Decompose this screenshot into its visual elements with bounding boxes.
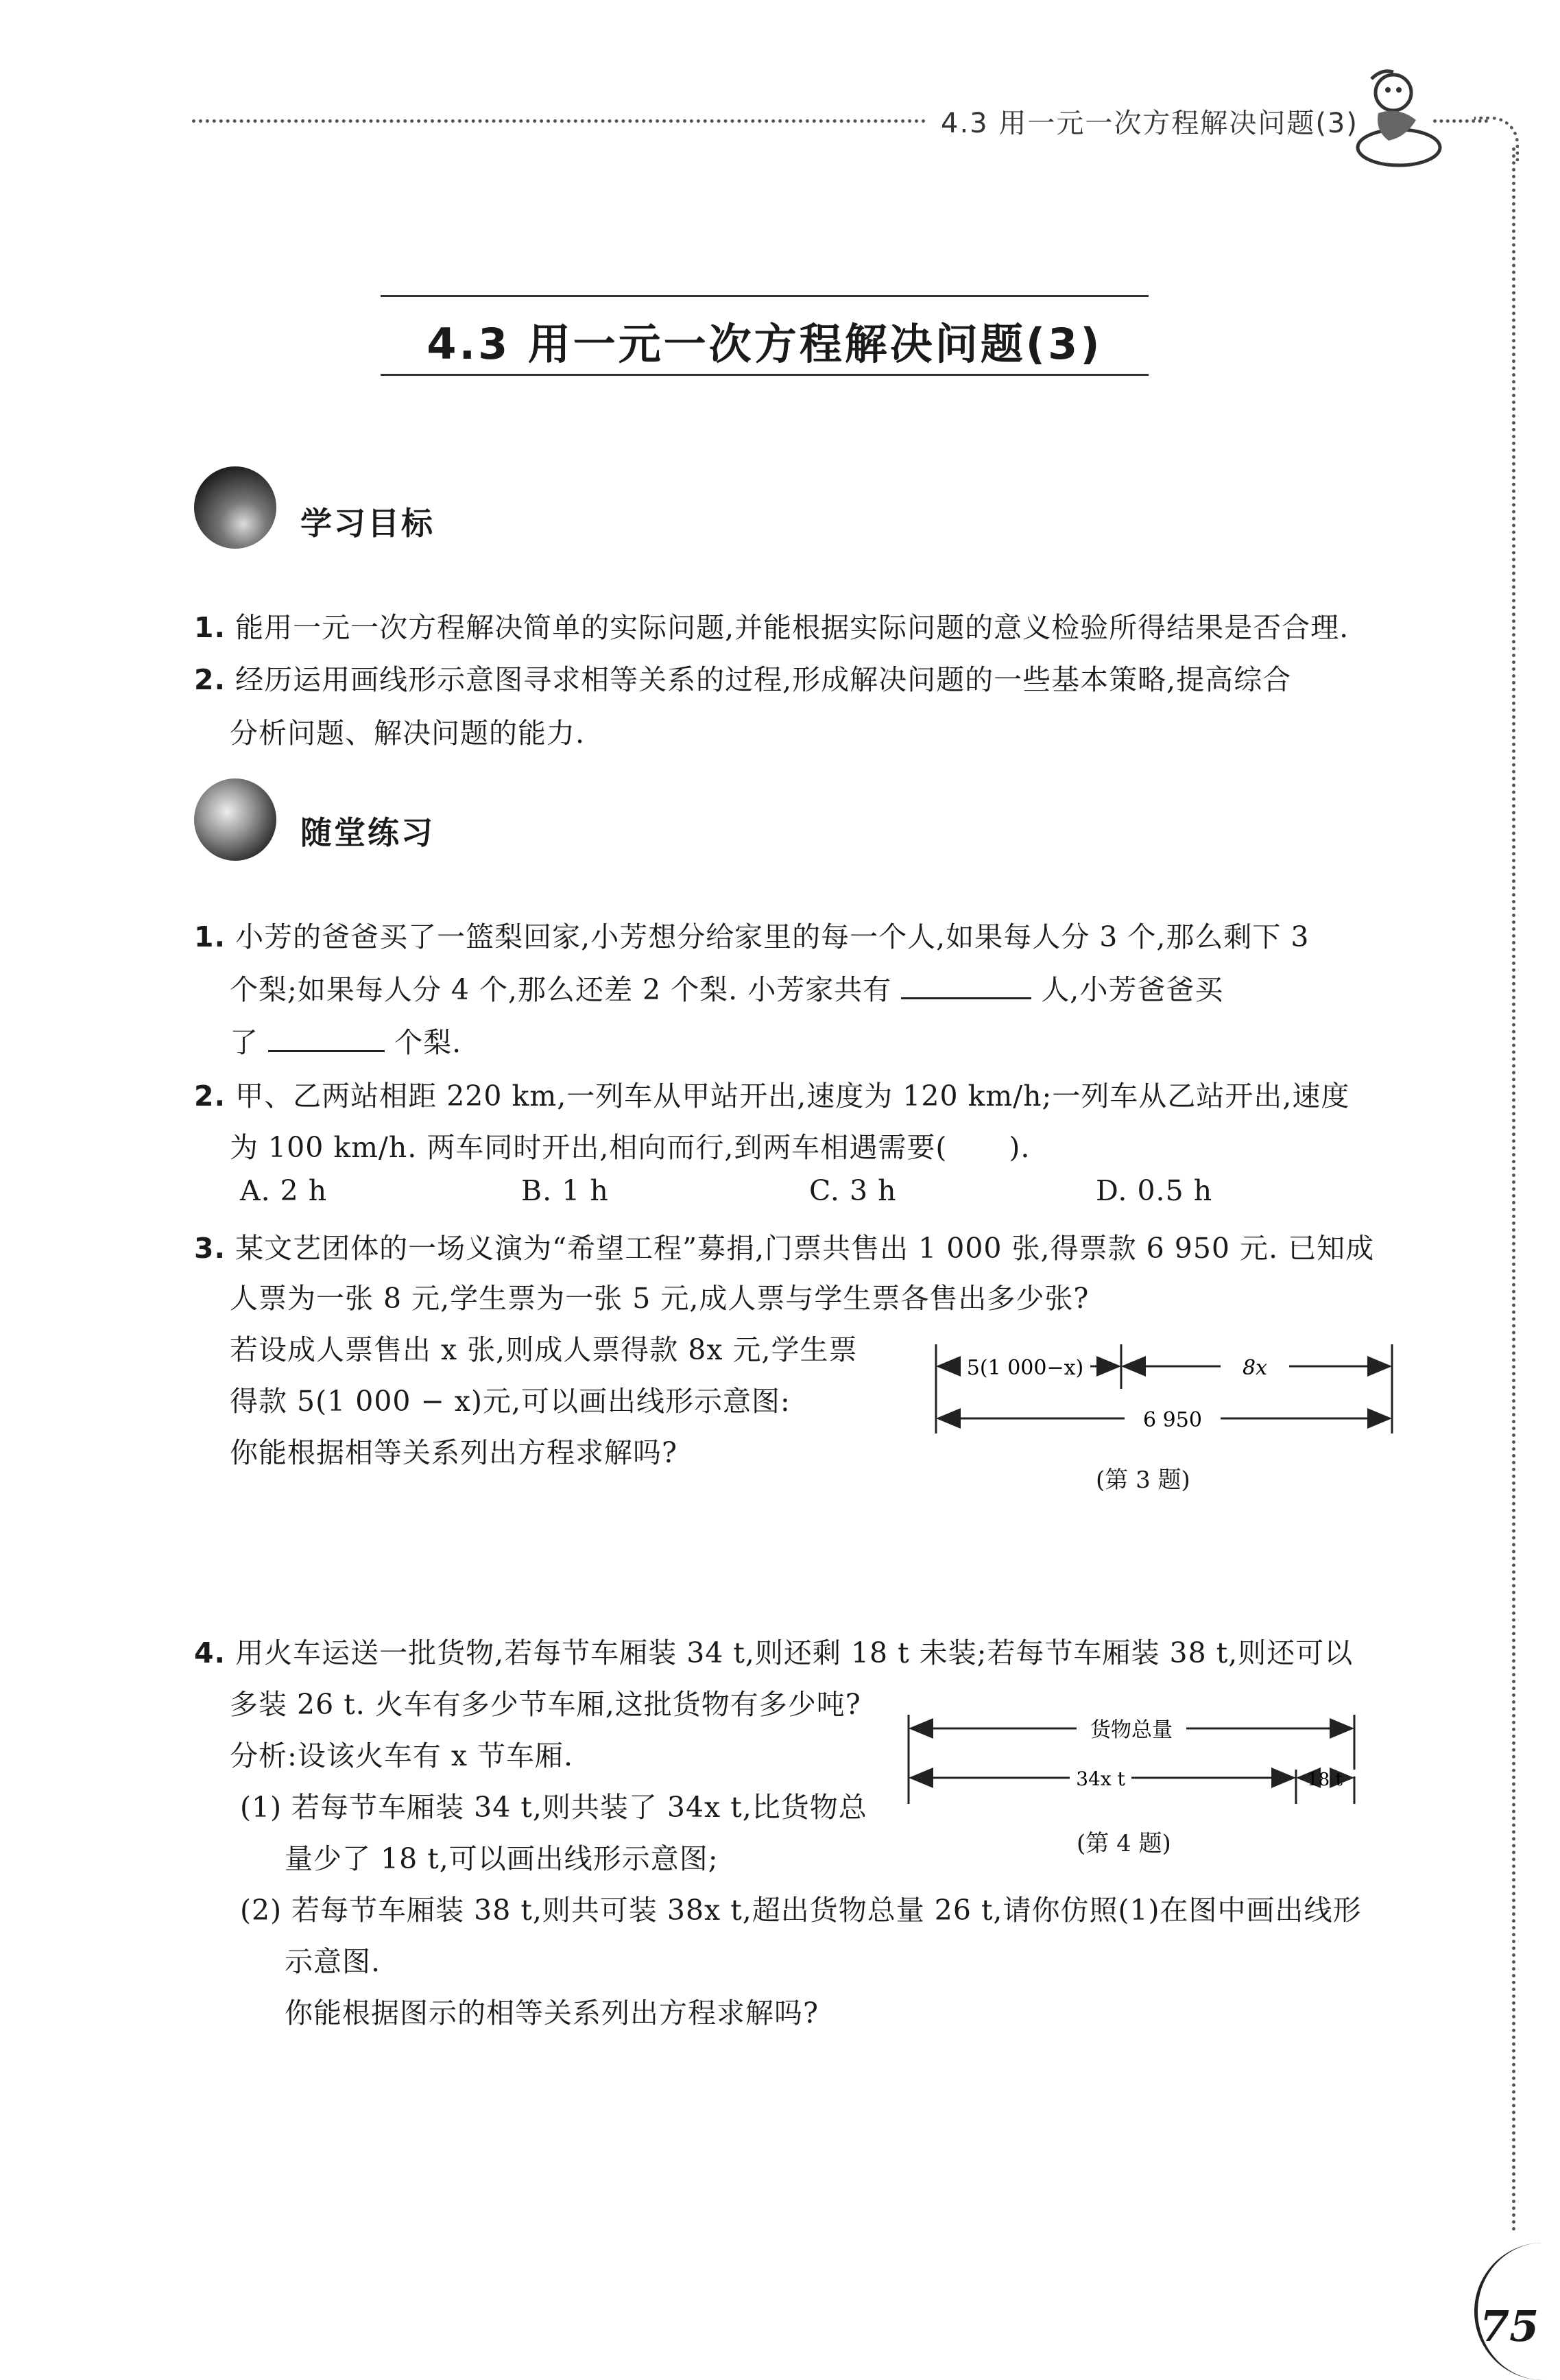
q2-line-1 [194,1073,1349,1114]
goal-1-number: 1. [194,611,226,644]
q3-text-1: 某文艺团体的一场义演为“希望工程”募捐,门票共售出 1 000 张,得票款 6 950 元. 已知成 [235,1232,1375,1265]
running-head: 4.3 用一元一次方程解决问题(3) [941,108,1358,139]
q1-line-2 [230,967,1223,1008]
q3-diagram-seg1-label: 5(1 000−x) [966,1356,1084,1380]
q3-caption: (第 3 题) [1096,1466,1190,1494]
title-rule-top [381,295,1149,297]
q1-text-3a: 了 [230,1026,259,1059]
header-dotted-rule [192,119,926,123]
page-title: 4.3 用一元一次方程解决问题(3) [427,319,1103,369]
q1-line-3 [230,1020,461,1060]
q3-line-3: 若设成人票售出 x 张,则成人票得款 8x 元,学生票 [230,1333,858,1366]
q1-number: 1. [194,920,226,953]
right-dotted-border [1512,147,1515,2233]
q1-text-3b: 个梨. [394,1026,462,1059]
q4-text-1: 用火车运送一批货物,若每节车厢装 34 t,则还剩 18 t 未装;若每节车厢装 38 t,则还可以 [235,1637,1354,1669]
q4-diagram-seg2-label: 18 t [1307,1770,1343,1790]
q3-line-1 [194,1226,1374,1266]
q4-line-5: 量少了 18 t,可以画出线形示意图; [285,1842,719,1875]
q3-diagram-seg2-label: 8x [1242,1356,1268,1380]
q4-number: 4. [194,1637,226,1669]
q4-diagram-total-label: 货物总量 [1090,1718,1173,1742]
goal-2-number: 2. [194,663,226,696]
q3-line-2: 人票为一张 8 元,学生票为一张 5 元,成人票与学生票各售出多少张? [230,1282,1090,1315]
practice-globe-icon [194,778,276,861]
page-number: 75 [1480,2301,1539,2351]
q1-text-2b: 人,小芳爸爸买 [1041,973,1224,1006]
section-title-practice: 随堂练习 [300,814,435,851]
q3-line-5: 你能根据相等关系列出方程求解吗? [230,1436,677,1469]
q2-option-a: A. 2 h [240,1174,328,1207]
goal-2-continued: 分析问题、解决问题的能力. [230,717,586,750]
mascot-icon [1351,65,1447,175]
q2-option-c: C. 3 h [809,1174,897,1207]
q2-text-2b: ). [1009,1131,1031,1164]
q1-text-2a: 个梨;如果每人分 4 个,那么还差 2 个梨. 小芳家共有 [230,973,892,1006]
q4-line-1 [194,1630,1353,1671]
q1-blank-pears[interactable] [268,1025,385,1052]
q1-line-1 [194,914,1310,955]
title-rule-bottom [381,374,1149,376]
q4-caption: (第 4 题) [1077,1830,1171,1857]
q1-text-1: 小芳的爸爸买了一篮梨回家,小芳想分给家里的每一个人,如果每人分 3 个,那么剩下 3 [235,920,1310,953]
section-title-goals: 学习目标 [300,505,435,542]
goals-globe-icon [194,466,276,549]
goal-1 [194,605,1349,645]
goal-2-text: 经历运用画线形示意图寻求相等关系的过程,形成解决问题的一些基本策略,提高综合 [235,663,1292,696]
q4-line-diagram[interactable] [905,1708,1371,1811]
q4-line-6: (2) 若每节车厢装 38 t,则共可装 38x t,超出货物总量 26 t,请你仿照(1)在图中画出线形 [240,1894,1362,1927]
q4-diagram-seg1-label: 34x t [1076,1768,1125,1790]
q3-line-diagram [933,1337,1399,1440]
q3-number: 3. [194,1232,226,1265]
q4-line-2: 多装 26 t. 火车有多少节车厢,这批货物有多少吨? [230,1688,861,1721]
q2-text-2a: 为 100 km/h. 两车同时开出,相向而行,到两车相遇需要( [230,1131,948,1164]
q4-line-4: (1) 若每节车厢装 34 t,则共装了 34x t,比货物总 [240,1791,867,1824]
q4-line-3: 分析:设该火车有 x 节车厢. [230,1739,574,1772]
goal-1-text: 能用一元一次方程解决简单的实际问题,并能根据实际问题的意义检验所得结果是否合理. [235,611,1349,644]
q4-line-8: 你能根据图示的相等关系列出方程求解吗? [285,1997,819,2030]
q2-option-d: D. 0.5 h [1096,1174,1213,1207]
q2-option-b: B. 1 h [521,1174,609,1207]
q2-text-1: 甲、乙两站相距 220 km,一列车从甲站开出,速度为 120 km/h;一列车从乙站开出,速度 [235,1080,1350,1112]
q2-number: 2. [194,1080,226,1112]
goal-2 [194,657,1291,698]
q3-diagram-total-label: 6 950 [1143,1408,1202,1432]
q3-line-4: 得款 5(1 000 − x)元,可以画出线形示意图: [230,1385,791,1418]
q1-blank-people[interactable] [901,973,1031,999]
q4-line-7: 示意图. [285,1945,381,1978]
q2-line-2 [230,1125,1030,1165]
